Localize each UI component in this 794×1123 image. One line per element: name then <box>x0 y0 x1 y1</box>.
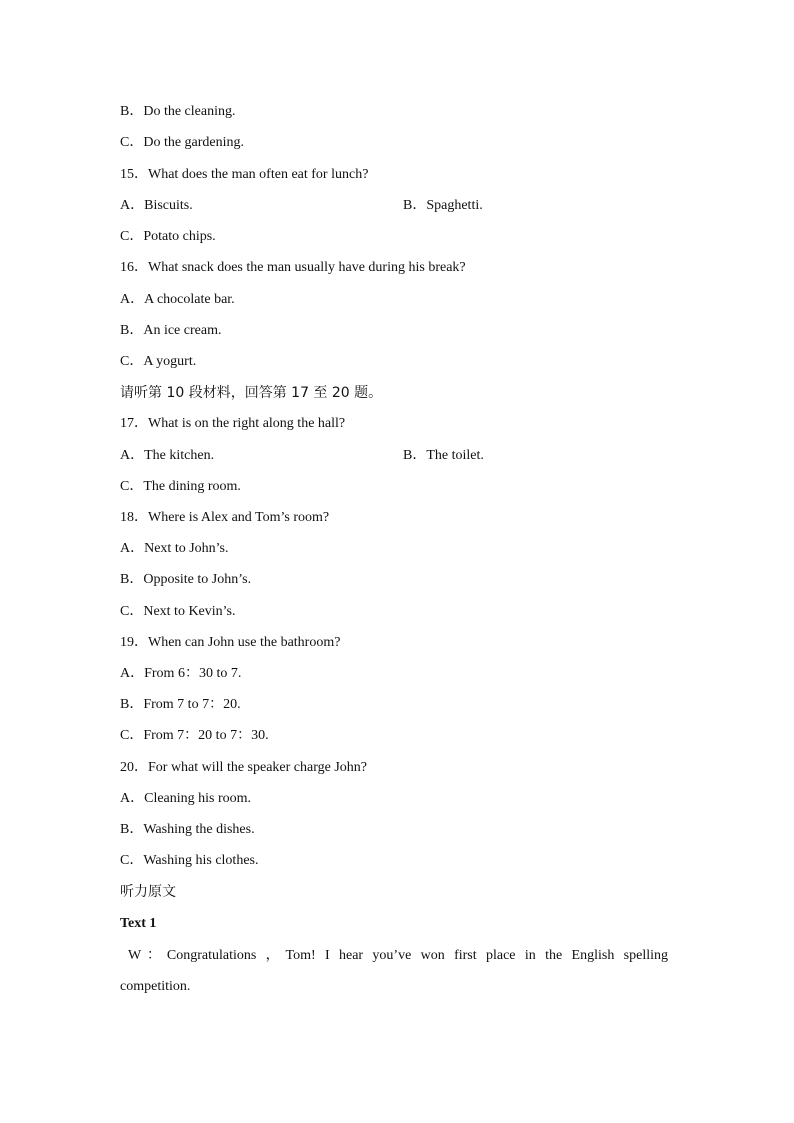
q17-option-b: B．The toilet. <box>403 448 484 463</box>
q16-option-c: C．A yogurt. <box>120 354 197 369</box>
listening-transcript-heading: 听力原文 <box>120 884 176 900</box>
section-10-instruction: 请听第 10 段材料，回答第 17 至 20 题。 <box>120 385 383 401</box>
q20-option-c: C．Washing his clothes. <box>120 853 259 868</box>
option-c-gardening: C．Do the gardening. <box>120 135 245 150</box>
q16-option-a: A．A chocolate bar. <box>120 292 235 307</box>
text-1-title: Text 1 <box>120 916 157 931</box>
question-20: 20．For what will the speaker charge John? <box>120 760 368 775</box>
q18-option-b: B．Opposite to John’s. <box>120 572 252 587</box>
text-1-paragraph <box>120 940 668 1002</box>
option-b-cleaning: B．Do the cleaning. <box>120 104 236 119</box>
q17-option-a: A．The kitchen. <box>120 448 215 463</box>
q19-option-b: B．From 7 to 7：20. <box>120 697 241 712</box>
q20-option-a: A．Cleaning his room. <box>120 791 252 806</box>
q16-option-b: B．An ice cream. <box>120 323 222 338</box>
q19-option-a: A．From 6：30 to 7. <box>120 666 242 681</box>
text-1-line-2: competition. <box>120 979 191 994</box>
q18-option-c: C．Next to Kevin’s. <box>120 604 236 619</box>
q15-option-a: A．Biscuits. <box>120 198 193 213</box>
q18-option-a: A．Next to John’s. <box>120 541 229 556</box>
question-15: 15．What does the man often eat for lunch? <box>120 167 369 182</box>
q15-option-c: C．Potato chips. <box>120 229 216 244</box>
q20-option-b: B．Washing the dishes. <box>120 822 255 837</box>
q19-option-c: C．From 7：20 to 7：30. <box>120 728 269 743</box>
question-18: 18．Where is Alex and Tom’s room? <box>120 510 330 525</box>
q17-option-c: C．The dining room. <box>120 479 241 494</box>
question-19: 19．When can John use the bathroom? <box>120 635 341 650</box>
text-1-line-1: W：Congratulations ，Tom! I hear you’ve won first place in the English spelling <box>128 948 668 963</box>
q15-option-b: B．Spaghetti. <box>403 198 483 213</box>
question-16: 16．What snack does the man usually have during his break? <box>120 260 466 275</box>
question-17: 17．What is on the right along the hall? <box>120 416 346 431</box>
